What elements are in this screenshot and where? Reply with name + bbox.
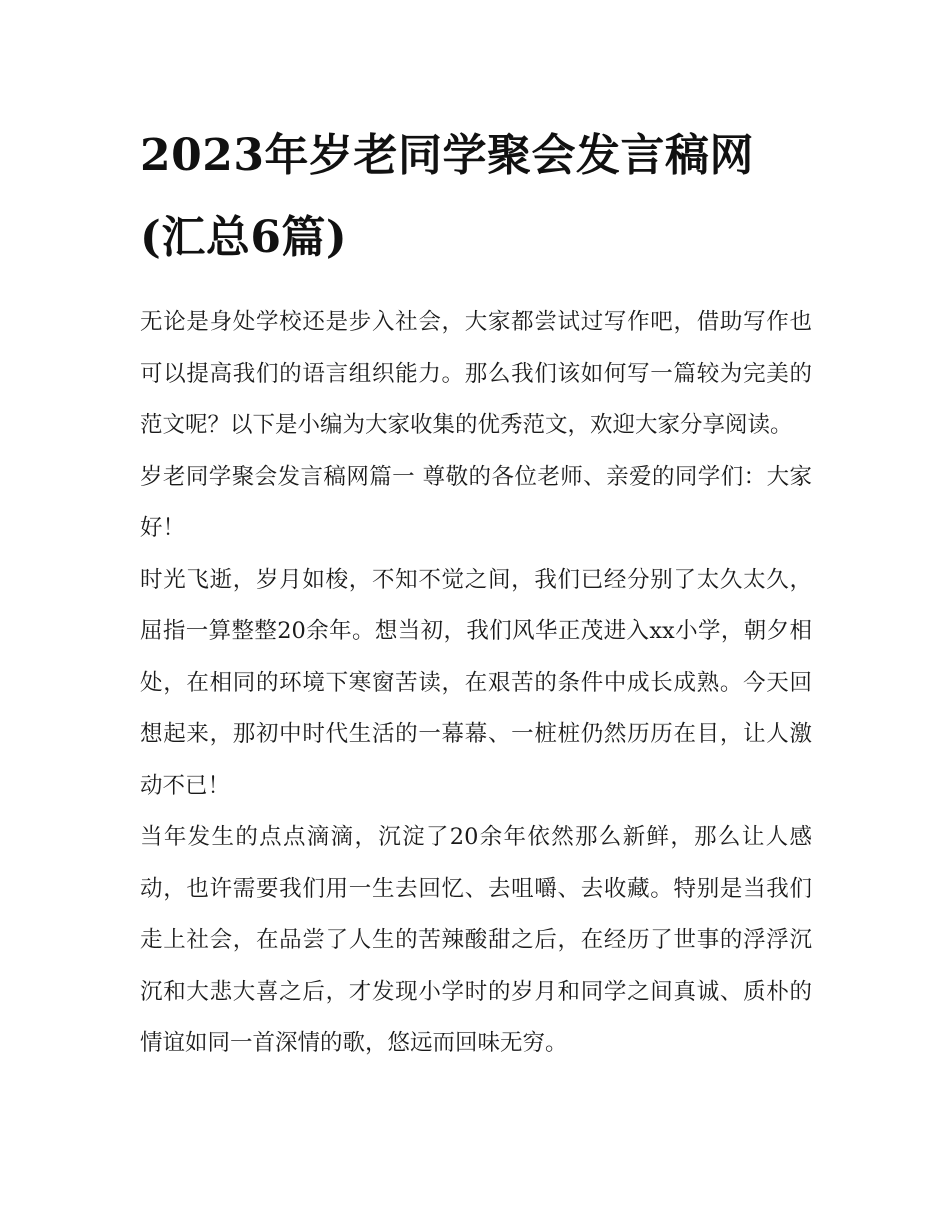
greeting-paragraph: 岁老同学聚会发言稿网篇一 尊敬的各位老师、亲爱的同学们：大家好！ [140,463,812,541]
body-paragraph: 时光飞逝，岁月如梭，不知不觉之间，我们已经分别了太久太久，屈指一算整整20余年。想当初，我们风华正茂进入xx小学，朝夕相处，在相同的环境下寒窗苦读，在艰苦的条件中成长成熟。今天回想起来，那初中时代生活的一幕幕、一桩桩仍然历历在目，让人激动不已！ [140,566,812,799]
document-body [140,115,812,1070]
document-title [140,115,812,279]
title-line-2: (汇总6篇) [140,212,348,263]
title-line-1: 2023年岁老同学聚会发言稿网 [140,130,754,181]
intro-paragraph: 无论是身处学校还是步入社会，大家都尝试过写作吧，借助写作也可以提高我们的语言组织能力。那么我们该如何写一篇较为完美的范文呢？以下是小编为大家收集的优秀范文，欢迎大家分享阅读。 [140,309,812,438]
body-paragraph: 当年发生的点点滴滴，沉淀了20余年依然那么新鲜，那么让人感动，也许需要我们用一生去回忆、去咀嚼、去收藏。特别是当我们走上社会，在品尝了人生的苦辣酸甜之后，在经历了世事的浮浮沉沉和大悲大喜之后，才发现小学时的岁月和同学之间真诚、质朴的情谊如同一首深情的歌，悠远而回味无穷。 [140,824,812,1056]
